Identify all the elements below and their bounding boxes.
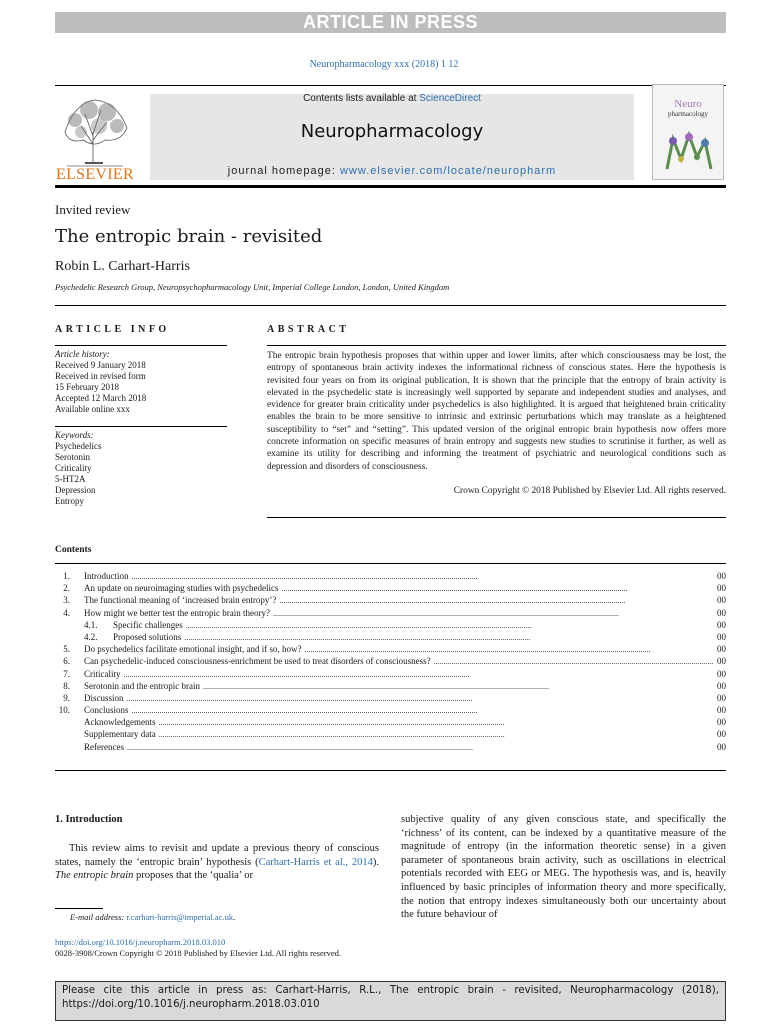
toc-entry[interactable]: [55, 583, 726, 595]
keyword[interactable]: Psychedelics: [55, 441, 102, 451]
toc-title[interactable]: References: [84, 741, 124, 752]
contents-rule-top: [55, 563, 726, 564]
toc-entry[interactable]: [55, 669, 726, 681]
keyword[interactable]: Criticality: [55, 463, 92, 473]
header-rule-thick: [55, 185, 726, 188]
toc-title[interactable]: Serotonin and the entropic brain: [84, 680, 200, 691]
toc-title[interactable]: Proposed solutions: [113, 631, 182, 642]
cover-molecule-image: [659, 129, 719, 175]
toc-entry[interactable]: [55, 681, 726, 693]
article-in-press-banner: ARTICLE IN PRESS: [55, 12, 726, 33]
publisher-wordmark: ELSEVIER: [56, 166, 134, 183]
abstract-rule-top: [267, 345, 726, 346]
toc-number: 9.: [63, 692, 70, 703]
toc-title[interactable]: An update on neuroimaging studies with psychedelics: [84, 583, 279, 594]
toc-leader-dots: [159, 729, 713, 739]
toc-number: 3.: [63, 595, 70, 606]
cover-title: Neuro pharmacology: [653, 99, 723, 119]
toc-number: 4.1.: [84, 619, 98, 630]
history-line: Available online xxx: [55, 404, 130, 414]
toc-entry[interactable]: [55, 620, 726, 632]
abstract-heading: ABSTRACT: [267, 324, 350, 335]
toc-page: 00: [717, 656, 726, 667]
abstract-text: The entropic brain hypothesis proposes that within upper and lower limits, after which consciousness may be lost, the entropy of spontaneous brain activity indexes the informational richness of conscious states. Here the hypothesis is revisited four years on from its original publication. It is shown that the principle that the entropy of brain activity is elevated in the psychedelic state is increasingly well supported by separate and independent studies and analyses, and evidence for greater brain criticality under psychedelics is also highlighted. It is argued that heightened brain criticality enables the brain to be more sensitive to intrinsic and extrinsic perturbations which may translate as a heightened susceptibility to “set” and “setting”. This updated version of the original entropic brain hypothesis now offers more concrete information on specific measures of brain entropy and suggests new studies to scrutinise it further, as well as examine its utility for describing and informing the treatment of psychiatric and neurological conditions such as depression and disorders of consciousness.: [267, 351, 726, 472]
toc-entry[interactable]: [55, 656, 726, 668]
toc-leader-dots: [127, 693, 713, 703]
toc-page: 00: [717, 717, 726, 728]
metadata-rule: [55, 305, 726, 306]
toc-title[interactable]: Introduction: [84, 571, 129, 581]
toc-entry[interactable]: [55, 571, 726, 583]
toc-title[interactable]: Conclusions: [84, 705, 129, 716]
toc-leader-dots: [132, 571, 714, 581]
footnote-label: E-mail address:: [70, 912, 127, 922]
toc-page: 00: [717, 631, 726, 642]
toc-page: 00: [717, 571, 726, 581]
toc-number: 1.: [63, 571, 70, 581]
toc-leader-dots: [279, 595, 713, 605]
homepage-link[interactable]: www.elsevier.com/locate/neuropharm: [339, 165, 557, 177]
journal-title: Neuropharmacology: [300, 121, 484, 142]
toc-page: 00: [717, 729, 726, 740]
toc-leader-dots: [304, 644, 713, 654]
keyword[interactable]: Serotonin: [55, 452, 90, 462]
toc-entry[interactable]: [55, 742, 726, 754]
issn-copyright: 0028-3908/Crown Copyright © 2018 Published by Elsevier Ltd. All rights reserved.: [55, 948, 341, 958]
citation-link[interactable]: Carhart-Harris et al., 2014: [258, 856, 373, 868]
intro-paragraph-right: subjective quality of any given conscious state, and specifically the ‘richness’ of its content, can be indexed by a quantitative measure of the magnitude of entropy (in the information theoretic sense) in a given parameter of spontaneous brain activity, such as oscillations in electrical potentials recorded with EEG or MEG. The hypothesis was, and is, heavily influenced by basic principles of information theory and more specifically, the notion that entropy indexes simultaneously both our uncertainty about the future behaviour of: [401, 814, 726, 921]
toc-title[interactable]: Supplementary data: [84, 729, 156, 740]
toc-page: 00: [717, 680, 726, 691]
toc-title[interactable]: The functional meaning of ‘increased brain entropy’?: [84, 595, 277, 606]
toc-page: 00: [717, 595, 726, 606]
toc-entry[interactable]: [55, 693, 726, 705]
intro-text: This review aims to revisit and update a previous theory of conscious states, namely the ‘entropic brain’ hypothesis (: [55, 843, 379, 868]
homepage-prefix: journal homepage:: [227, 165, 340, 177]
toc-entry[interactable]: [55, 608, 726, 620]
abstract-rule-bottom: [267, 517, 726, 518]
article-info-heading: ARTICLE INFO: [55, 324, 170, 335]
info-rule-top: [55, 345, 227, 346]
intro-text: ).: [372, 856, 379, 868]
toc-leader-dots: [184, 632, 713, 642]
toc-title[interactable]: Discussion: [84, 692, 124, 703]
toc-leader-dots: [132, 705, 713, 715]
sciencedirect-link[interactable]: ScienceDirect: [419, 93, 481, 104]
toc-page: 00: [717, 692, 726, 703]
header-rule-top: [55, 85, 726, 86]
toc-number: 5.: [63, 644, 70, 655]
toc-number: 10.: [58, 705, 70, 716]
keyword[interactable]: 5-HT2A: [55, 474, 86, 484]
toc-page: 00: [717, 583, 726, 594]
journal-cover-thumbnail[interactable]: [652, 84, 724, 180]
footnote-email: [70, 912, 235, 922]
toc-leader-dots: [127, 742, 713, 752]
contents-rule-bottom: [55, 770, 726, 771]
intro-text: proposes that the ‘qualia’ or: [133, 870, 254, 882]
toc-leader-dots: [124, 669, 714, 679]
toc-entry[interactable]: [55, 717, 726, 729]
table-of-contents: [55, 571, 726, 754]
history-label: Article history:: [55, 349, 110, 359]
intro-paragraph-left: [55, 842, 379, 883]
info-rule-mid: [55, 426, 227, 427]
toc-page: 00: [717, 619, 726, 630]
journal-reference-link[interactable]: Neuropharmacology xxx (2018) 1 12: [309, 59, 459, 70]
section-heading-introduction: 1. Introduction: [55, 814, 123, 825]
toc-entry[interactable]: [55, 705, 726, 717]
contents-heading: Contents: [55, 545, 92, 555]
toc-entry[interactable]: [55, 632, 726, 644]
doi-link[interactable]: https://doi.org/10.1016/j.neuropharm.2018.03.010: [55, 937, 226, 947]
footnote-end: .: [233, 912, 236, 922]
toc-leader-dots: [186, 620, 713, 630]
toc-number: 4.: [63, 607, 70, 618]
keyword[interactable]: Entropy: [55, 496, 84, 506]
toc-leader-dots: [203, 681, 713, 691]
toc-page: 00: [717, 668, 726, 679]
keyword[interactable]: Depression: [55, 485, 96, 495]
toc-leader-dots: [158, 717, 713, 727]
toc-page: 00: [717, 644, 726, 655]
intro-italic: The entropic brain: [55, 870, 134, 882]
toc-number: 8.: [63, 680, 70, 691]
toc-leader-dots: [281, 583, 713, 593]
toc-title[interactable]: How might we better test the entropic brain theory?: [84, 607, 270, 618]
toc-entry[interactable]: [55, 729, 726, 741]
toc-title[interactable]: Specific challenges: [113, 619, 183, 630]
keywords-block: [55, 430, 235, 507]
toc-title[interactable]: Can psychedelic-induced consciousness-enrichment be used to treat disorders of consciousness?: [84, 656, 431, 667]
toc-page: 00: [717, 741, 726, 752]
toc-page: 00: [717, 705, 726, 716]
author-name[interactable]: Robin L. Carhart-Harris: [55, 259, 190, 274]
history-line: Received in revised form: [55, 371, 146, 381]
abstract-copyright: Crown Copyright © 2018 Published by Elsevier Ltd. All rights reserved.: [453, 486, 726, 496]
history-line: Accepted 12 March 2018: [55, 393, 147, 403]
article-history: [55, 349, 235, 415]
toc-number: 4.2.: [84, 631, 98, 642]
toc-leader-dots: [434, 656, 713, 666]
toc-title[interactable]: Acknowledgements: [84, 717, 156, 728]
keywords-label: Keywords:: [55, 430, 94, 440]
article-title: The entropic brain - revisited: [55, 226, 323, 247]
toc-number: 2.: [63, 583, 70, 594]
toc-title[interactable]: Do psychedelics facilitate emotional insight, and if so, how?: [84, 644, 302, 655]
toc-page: 00: [717, 607, 726, 618]
footnote-rule: [55, 908, 103, 909]
journal-homepage-line: [150, 165, 634, 177]
article-type: Invited review: [55, 202, 131, 217]
history-line: Received 9 January 2018: [55, 360, 146, 370]
contents-prefix: Contents lists available at: [303, 93, 420, 104]
cover-subtitle: pharmacology: [667, 110, 709, 118]
toc-title[interactable]: Criticality: [84, 668, 121, 679]
email-link[interactable]: r.carhart-harris@imperial.ac.uk: [126, 912, 234, 922]
toc-number: 7.: [63, 668, 70, 679]
citation-box: Please cite this article in press as: Carhart-Harris, R.L., The entropic brain - revisited, Neuropharmacology (2018), https://doi.org/10.1016/j.neuropharm.2018.03.010: [55, 981, 726, 1021]
toc-entry[interactable]: [55, 644, 726, 656]
contents-lists-line: [150, 93, 634, 104]
author-affiliation: Psychedelic Research Group, Neuropsychopharmacology Unit, Imperial College London, London, United Kingdom: [55, 282, 450, 292]
toc-number: 6.: [63, 656, 70, 667]
toc-leader-dots: [273, 608, 713, 618]
toc-entry[interactable]: [55, 595, 726, 607]
history-line: 15 February 2018: [55, 382, 119, 392]
